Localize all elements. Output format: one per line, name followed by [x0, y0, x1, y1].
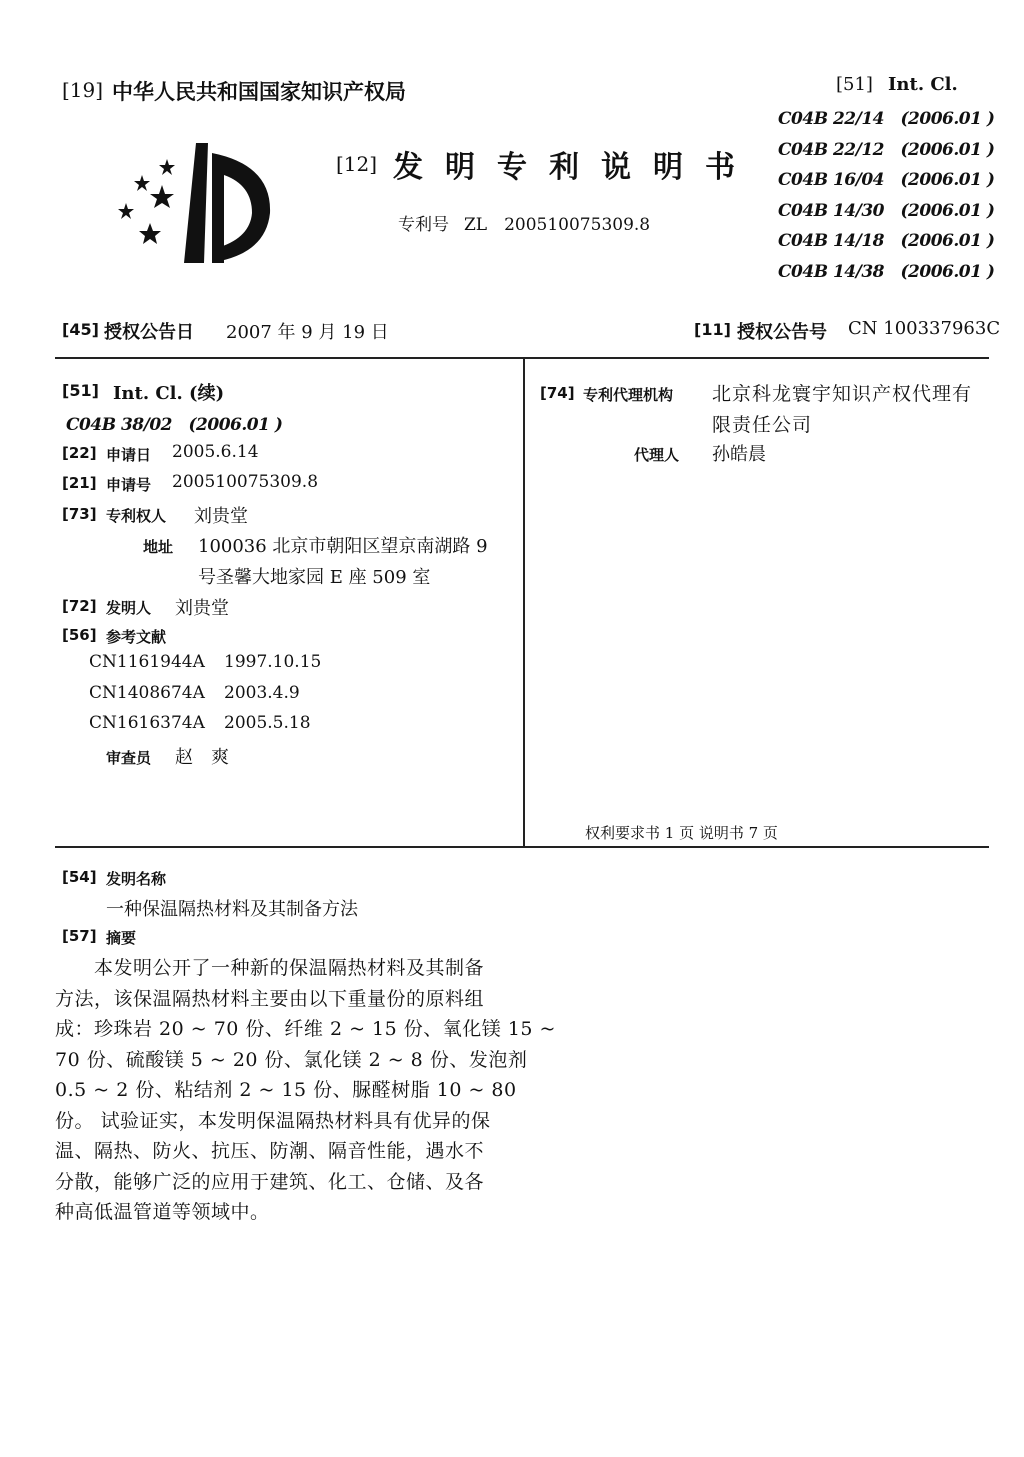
agent-label: 代理人	[634, 446, 680, 464]
inventor: 刘贵堂	[175, 598, 229, 619]
ref-no: CN1408674A	[89, 683, 205, 703]
grant-no: CN 100337963C	[848, 318, 1001, 339]
star-icon	[118, 203, 134, 219]
address-line-2: 号圣馨大地家园 E 座 509 室	[198, 567, 431, 588]
inventor-label: 发明人	[106, 599, 152, 617]
address-line-1: 100036 北京市朝阳区望京南湖路 9	[198, 536, 488, 557]
filing-date: 2005.6.14	[172, 442, 259, 462]
star-icon	[159, 159, 175, 175]
patentee-code: [73]	[62, 505, 97, 523]
header-divider	[55, 357, 989, 359]
abstract-line: 温、隔热、防火、抗压、防潮、隔音性能，遇水不	[55, 1140, 485, 1162]
agent: 孙皓晨	[712, 444, 766, 465]
intcl-cont-code: [51]	[62, 381, 99, 400]
grant-date-label: 授权公告日	[104, 322, 194, 343]
star-icon	[134, 175, 150, 191]
class-item: C04B 22/14 (2006.01 )	[778, 109, 995, 129]
intcl-code: [51]	[836, 74, 873, 95]
class-item: C04B 14/38 (2006.01 )	[778, 262, 995, 282]
office-name: 中华人民共和国国家知识产权局	[112, 80, 406, 104]
intcl-cont-label: Int. Cl. (续)	[113, 383, 225, 404]
refs-label: 参考文献	[106, 628, 167, 646]
grant-date: 2007 年 9 月 19 日	[226, 322, 389, 343]
patent-no: ZL 200510075309.8	[464, 215, 651, 235]
column-divider	[523, 358, 525, 848]
agency-line-2: 限责任公司	[712, 414, 813, 436]
grant-no-code: [11]	[694, 320, 731, 339]
abstract-line: 成：珍珠岩 20 ~ 70 份、纤维 2 ~ 15 份、氧化镁 15 ~	[55, 1018, 556, 1040]
page-count: 权利要求书 1 页 说明书 7 页	[585, 824, 778, 842]
agency-line-1: 北京科龙寰宇知识产权代理有	[712, 383, 973, 405]
examiner: 赵 爽	[175, 747, 229, 768]
star-icon	[150, 185, 174, 208]
intcl-label: Int. Cl.	[888, 74, 958, 95]
section-divider	[55, 846, 989, 848]
intcl-cont-class: C04B 38/02 (2006.01 )	[66, 415, 283, 435]
patent-no-label: 专利号	[398, 215, 449, 235]
agency-label: 专利代理机构	[583, 386, 674, 404]
abstract-line: 方法，该保温隔热材料主要由以下重量份的原料组	[55, 988, 485, 1010]
abstract-line: 0.5 ~ 2 份、粘结剂 2 ~ 15 份、脲醛树脂 10 ~ 80	[55, 1079, 517, 1101]
grant-date-code: [45]	[62, 320, 99, 339]
patentee: 刘贵堂	[194, 506, 248, 527]
sipo-emblem-logo	[112, 135, 282, 270]
address-label: 地址	[143, 538, 174, 556]
filing-date-code: [22]	[62, 444, 97, 462]
filing-date-label: 申请日	[106, 446, 152, 464]
patentee-label: 专利权人	[106, 507, 167, 525]
grant-no-label: 授权公告号	[737, 322, 827, 343]
app-no-label: 申请号	[106, 476, 152, 494]
examiner-label: 审查员	[106, 749, 152, 767]
star-icon	[139, 223, 161, 244]
office-code: [19]	[62, 78, 104, 102]
doc-type-code: [12]	[336, 152, 378, 176]
ref-no: CN1616374A	[89, 713, 205, 733]
inventor-code: [72]	[62, 597, 97, 615]
ref-date: 2003.4.9	[224, 683, 300, 703]
abstract-line: 70 份、硫酸镁 5 ~ 20 份、氯化镁 2 ~ 8 份、发泡剂	[55, 1049, 528, 1071]
app-no-code: [21]	[62, 474, 97, 492]
class-item: C04B 14/30 (2006.01 )	[778, 201, 995, 221]
class-item: C04B 22/12 (2006.01 )	[778, 140, 995, 160]
title-label: 发明名称	[106, 870, 167, 888]
abstract-line: 种高低温管道等领域中。	[55, 1201, 270, 1223]
invention-title: 一种保温隔热材料及其制备方法	[106, 899, 358, 920]
class-item: C04B 14/18 (2006.01 )	[778, 231, 995, 251]
app-no: 200510075309.8	[172, 472, 319, 492]
abstract-line: 本发明公开了一种新的保温隔热材料及其制备	[55, 957, 485, 979]
doc-type-title: 发明专利说明书	[393, 150, 757, 185]
abstract-line: 份。 试验证实，本发明保温隔热材料具有优异的保	[55, 1110, 491, 1132]
title-code: [54]	[62, 868, 97, 886]
ref-no: CN1161944A	[89, 652, 205, 672]
class-item: C04B 16/04 (2006.01 )	[778, 170, 995, 190]
refs-code: [56]	[62, 626, 97, 644]
agency-code: [74]	[540, 384, 575, 402]
abstract-code: [57]	[62, 927, 97, 945]
abstract-label: 摘要	[106, 929, 137, 947]
ref-date: 2005.5.18	[224, 713, 311, 733]
abstract-line: 分散，能够广泛的应用于建筑、化工、仓储、及各	[55, 1171, 485, 1193]
ref-date: 1997.10.15	[224, 652, 322, 672]
